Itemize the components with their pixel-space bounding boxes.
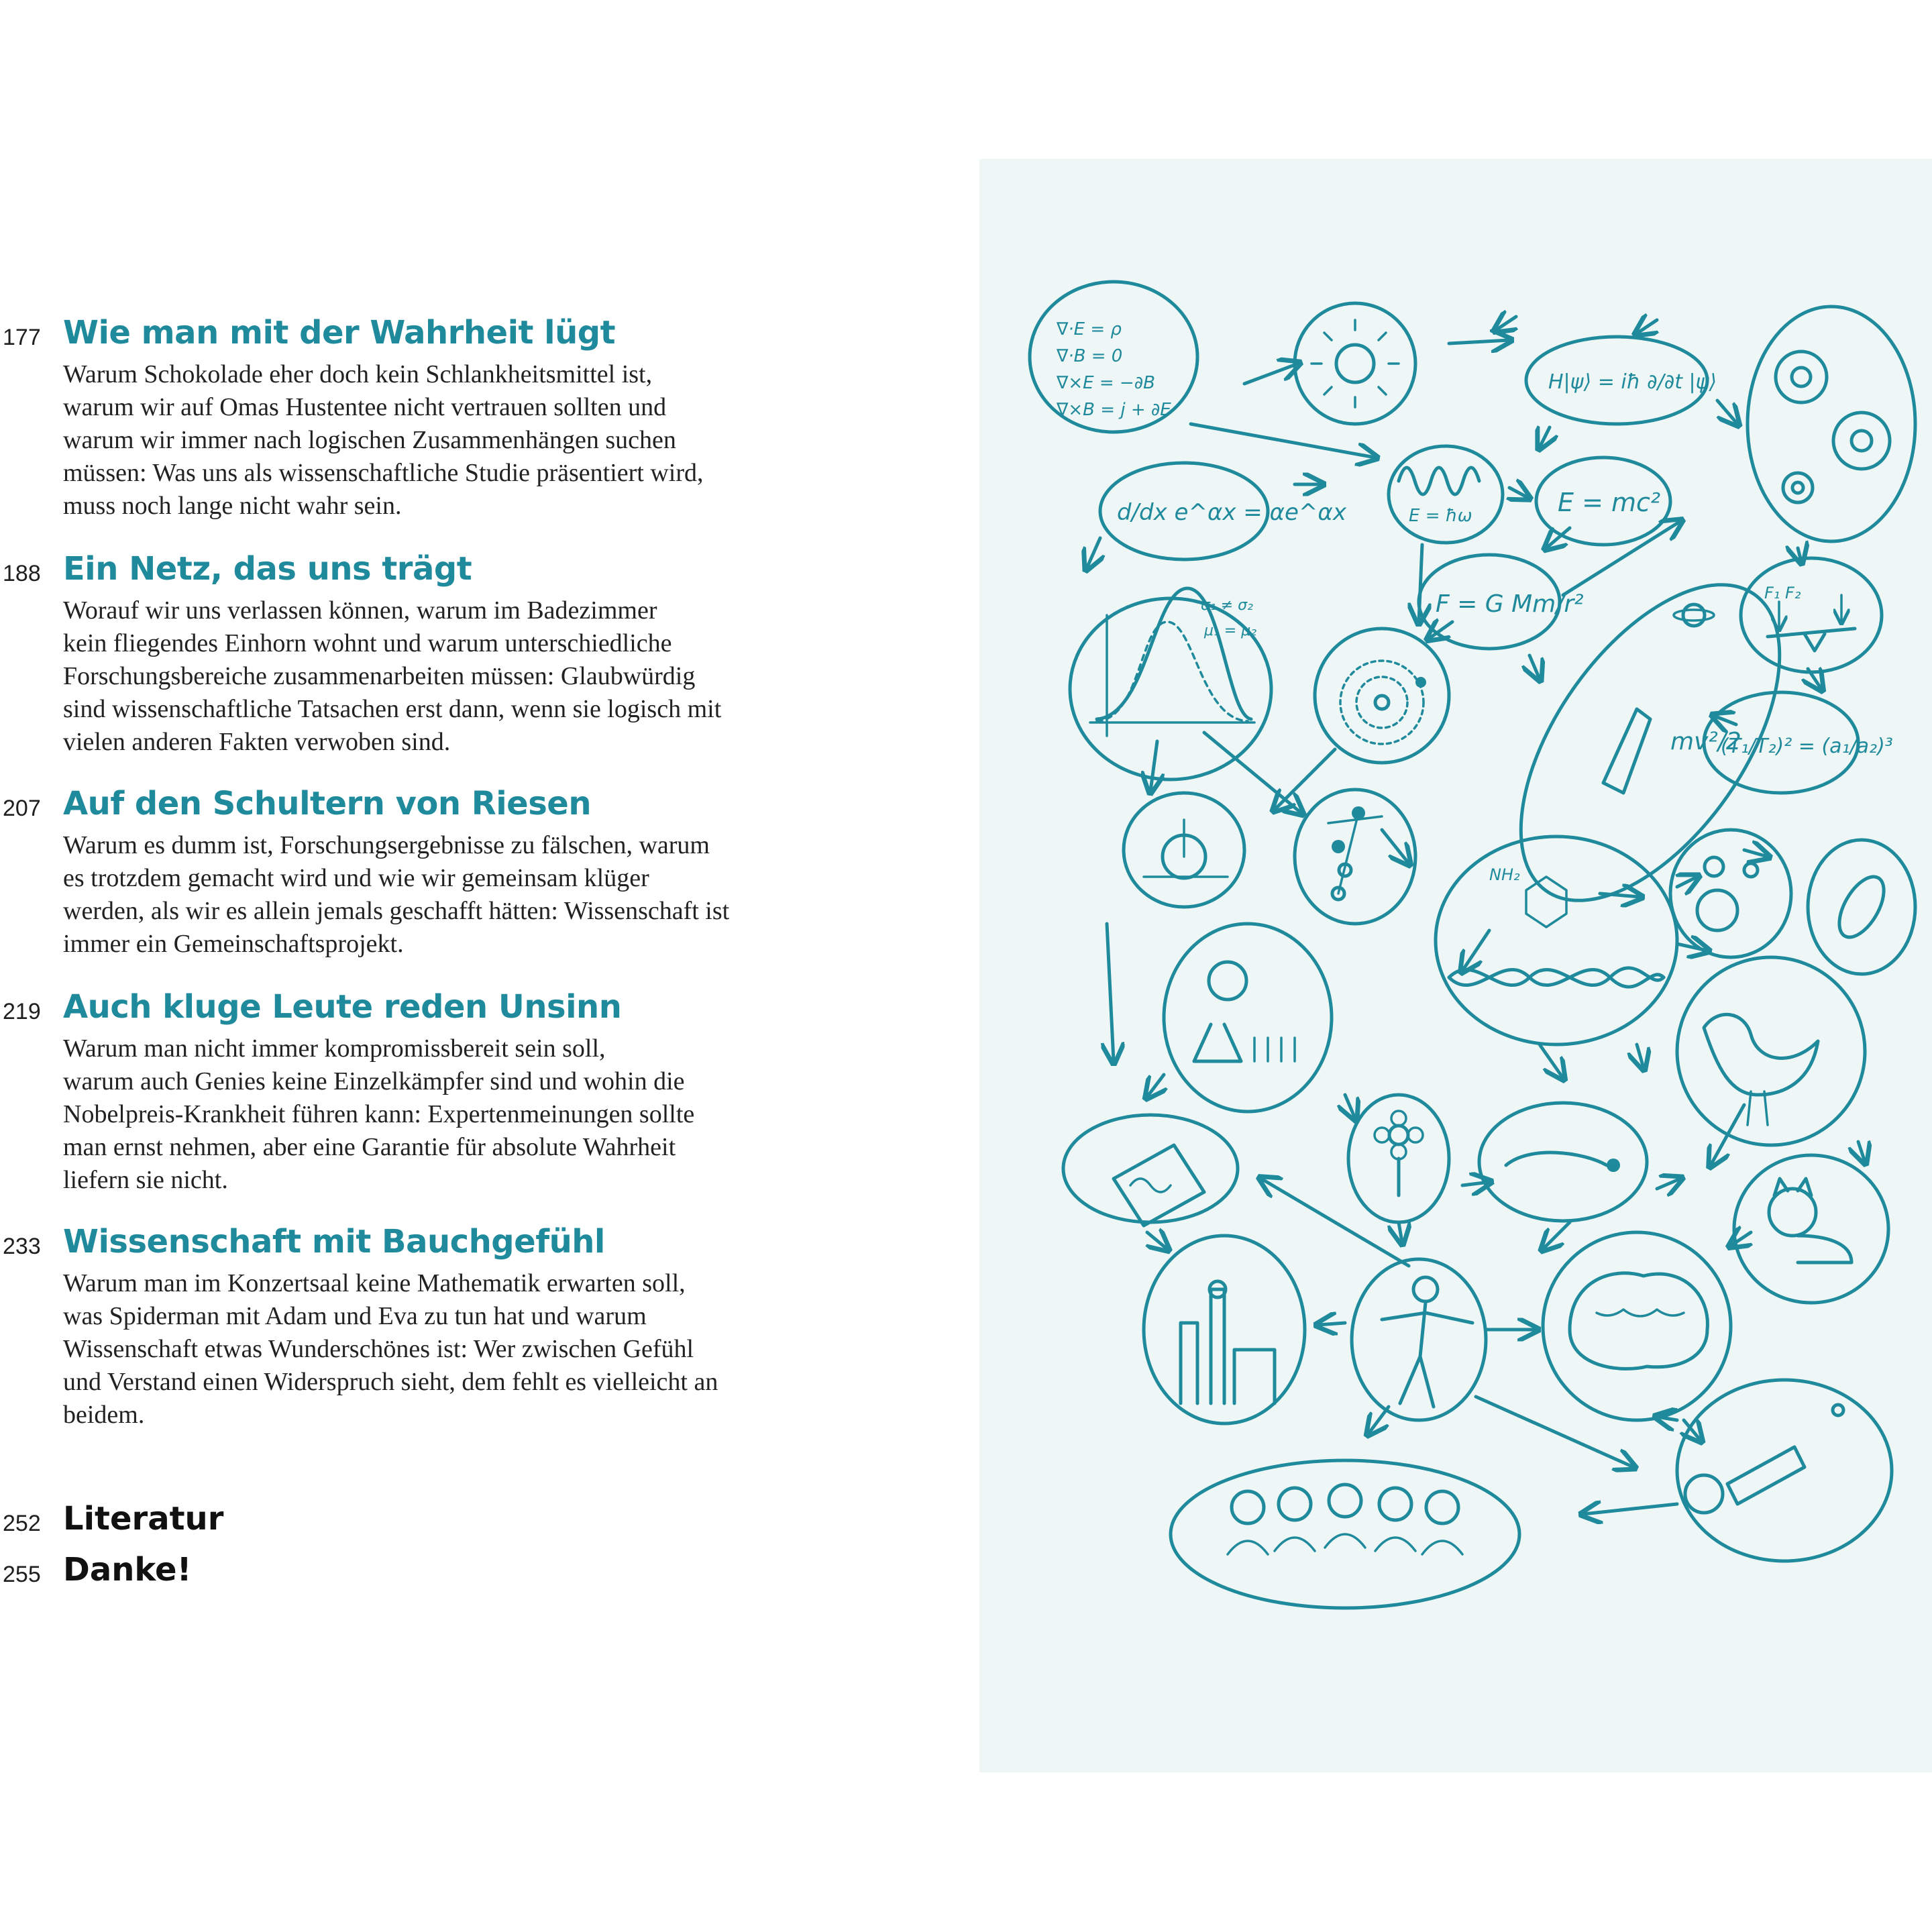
neuron-icon: [1506, 1152, 1607, 1165]
gravity-bubble: [1419, 555, 1584, 649]
person-icon: [1413, 1277, 1438, 1301]
schroedinger-formula: H|ψ⟩ = iħ ∂/∂t |ψ⟩: [1548, 370, 1717, 394]
kinetic-formula: mv²/2: [1670, 728, 1741, 755]
geometry-bubble: [1124, 793, 1244, 907]
dna-bubble: [1436, 837, 1677, 1044]
stats-label-1: σ₁ ≠ σ₂: [1201, 597, 1253, 614]
bird-icon: [1704, 1014, 1818, 1095]
brain-icon: [1570, 1273, 1707, 1369]
chapter-title[interactable]: Wie man mit der Wahrheit lügt: [63, 314, 616, 352]
derivative-bubble: [1100, 463, 1347, 559]
page-number: 188: [3, 561, 41, 586]
human-bubble: [1352, 1259, 1486, 1420]
molecule-bubble: [1295, 790, 1415, 924]
page-number: 177: [3, 325, 41, 350]
city-icon: [1181, 1289, 1275, 1403]
seesaw-bubble: [1741, 558, 1882, 672]
telescope-bubble: [1677, 1380, 1892, 1561]
people-bubble: [1171, 1460, 1519, 1608]
illustration-svg: [979, 159, 1932, 1772]
derivative-formula: d/dx e^αx = αe^αx: [1117, 499, 1346, 526]
page-number: 252: [3, 1511, 41, 1536]
maxwell-bubble: [1030, 282, 1197, 432]
wave-icon: [1399, 468, 1479, 494]
gauss-bubble: [1070, 588, 1271, 780]
brain-bubble: [1543, 1232, 1731, 1420]
forces-label: F₁ F₂: [1764, 584, 1801, 602]
person-icon: [1426, 1491, 1458, 1523]
connection-arrows: [1087, 317, 1865, 1514]
photon-formula: E = ħω: [1409, 506, 1472, 526]
virus-icon: [1697, 890, 1737, 930]
maxwell-formula-2: ∇·B = 0: [1057, 346, 1123, 366]
chapter-summary: Warum es dumm ist, Forschungsergebnisse zu fälschen, warum es trotzdem gemacht wird und wie wir gemeinsam klüger werden, als wir es allein jemals geschafft hätten: Wissenschaft ist immer ein Gemeinschaftsprojekt.: [63, 831, 730, 958]
gears-bubble: [1748, 307, 1915, 541]
flask-icon: [1209, 962, 1246, 1000]
cat-bubble: [1734, 1155, 1888, 1303]
atom-bubble: [1315, 629, 1449, 763]
page-number: 255: [3, 1562, 41, 1587]
chapter-title[interactable]: Auf den Schultern von Riesen: [63, 785, 591, 822]
bacterium-bubble: [1808, 840, 1915, 974]
chapter-title[interactable]: Ein Netz, das uns trägt: [63, 550, 472, 588]
person-icon: [1379, 1488, 1411, 1520]
laptop-icon: [1114, 1145, 1204, 1226]
gear-icon: [1776, 352, 1827, 402]
rocket-icon: [1603, 709, 1650, 793]
seesaw-icon: [1768, 629, 1855, 637]
chapter-title[interactable]: Wissenschaft mit Bauchgefühl: [63, 1223, 605, 1260]
chapter-title[interactable]: Auch kluge Leute reden Unsinn: [63, 988, 622, 1026]
gear-icon: [1783, 473, 1813, 502]
chapter-summary: Warum man im Konzertsaal keine Mathematik erwarten soll, was Spiderman mit Adam und Eva zu tun hat und warum Wissenschaft etwas Wunderschönes ist: Wer zwischen Gefühl und Verstand einen Widerspruch sieht, dem fehlt es vielleicht an beidem.: [63, 1269, 718, 1429]
bacterium-icon: [1830, 869, 1892, 945]
schroedinger-bubble: [1526, 337, 1717, 424]
page-number: 207: [3, 796, 41, 821]
chapter-title[interactable]: Danke!: [63, 1551, 192, 1589]
stats-label-2: μ₁ = μ₂: [1204, 623, 1257, 639]
einstein-formula: E = mc²: [1558, 488, 1661, 517]
flower-bubble: [1348, 1095, 1449, 1222]
kepler-formula: (T₁/T₂)² = (a₁/a₂)³: [1721, 735, 1893, 758]
planet-icon: [1683, 604, 1705, 626]
lab-bubble: [1164, 924, 1332, 1112]
cat-icon: [1769, 1189, 1816, 1236]
gravity-formula: F = G Mm/r²: [1436, 590, 1584, 618]
page-number: 233: [3, 1234, 41, 1259]
person-icon: [1329, 1485, 1361, 1517]
photon-bubble: [1389, 446, 1503, 543]
person-icon: [1232, 1491, 1264, 1523]
person-icon: [1279, 1488, 1311, 1520]
flower-icon: [1389, 1126, 1408, 1144]
kepler-bubble: [1704, 692, 1893, 793]
virus-bubble: [1670, 830, 1791, 957]
city-bubble: [1144, 1236, 1305, 1424]
bird-bubble: [1677, 957, 1865, 1145]
page-number: 219: [3, 999, 41, 1024]
chapter-summary: Warum Schokolade eher doch kein Schlankheitsmittel ist, warum wir auf Omas Hustentee nicht vertrauen sollten und warum wir immer nach logischen Zusammenhängen suchen müssen: Was uns als wissenschaftliche Studie präsentiert wird, muss noch lange nicht wahr sein.: [63, 360, 704, 520]
molecule-label: NH₂: [1489, 865, 1520, 884]
chapter-title[interactable]: Literatur: [63, 1500, 224, 1538]
maxwell-formula-3: ∇×E = −∂B: [1057, 373, 1155, 393]
laptop-bubble: [1063, 1115, 1238, 1226]
nucleus-icon: [1375, 696, 1389, 709]
telescope-icon: [1727, 1447, 1805, 1504]
emc2-bubble: [1536, 458, 1670, 545]
chapter-summary: Worauf wir uns verlassen können, warum im Badezimmer kein fliegendes Einhorn wohnt und warum unterschiedliche Forschungsbereiche zusammenarbeiten müssen: Glaubwürdig sind wissenschaftliche Tatsachen erst dann, wenn sie logisch mit vielen anderen Fakten verwoben sind.: [63, 596, 722, 756]
neuron-bubble: [1479, 1103, 1647, 1221]
scientist-icon: [1685, 1475, 1723, 1513]
gear-icon: [1833, 413, 1890, 469]
sun-bubble: [1295, 303, 1415, 424]
chapter-summary: Warum man nicht immer kompromissbereit sein soll, warum auch Genies keine Einzelkämpfer sind und wohin die Nobelpreis-Krankheit führen kann: Expertenmeinungen sollte man ernst nehmen, aber eine Garantie für absolute Wahrheit liefern sie nicht.: [63, 1034, 695, 1194]
maxwell-formula-1: ∇·E = ρ: [1057, 319, 1122, 339]
sun-icon: [1336, 345, 1374, 382]
maxwell-formula-4: ∇×B = j + ∂E: [1057, 400, 1171, 420]
science-network-illustration: [979, 159, 1932, 1772]
